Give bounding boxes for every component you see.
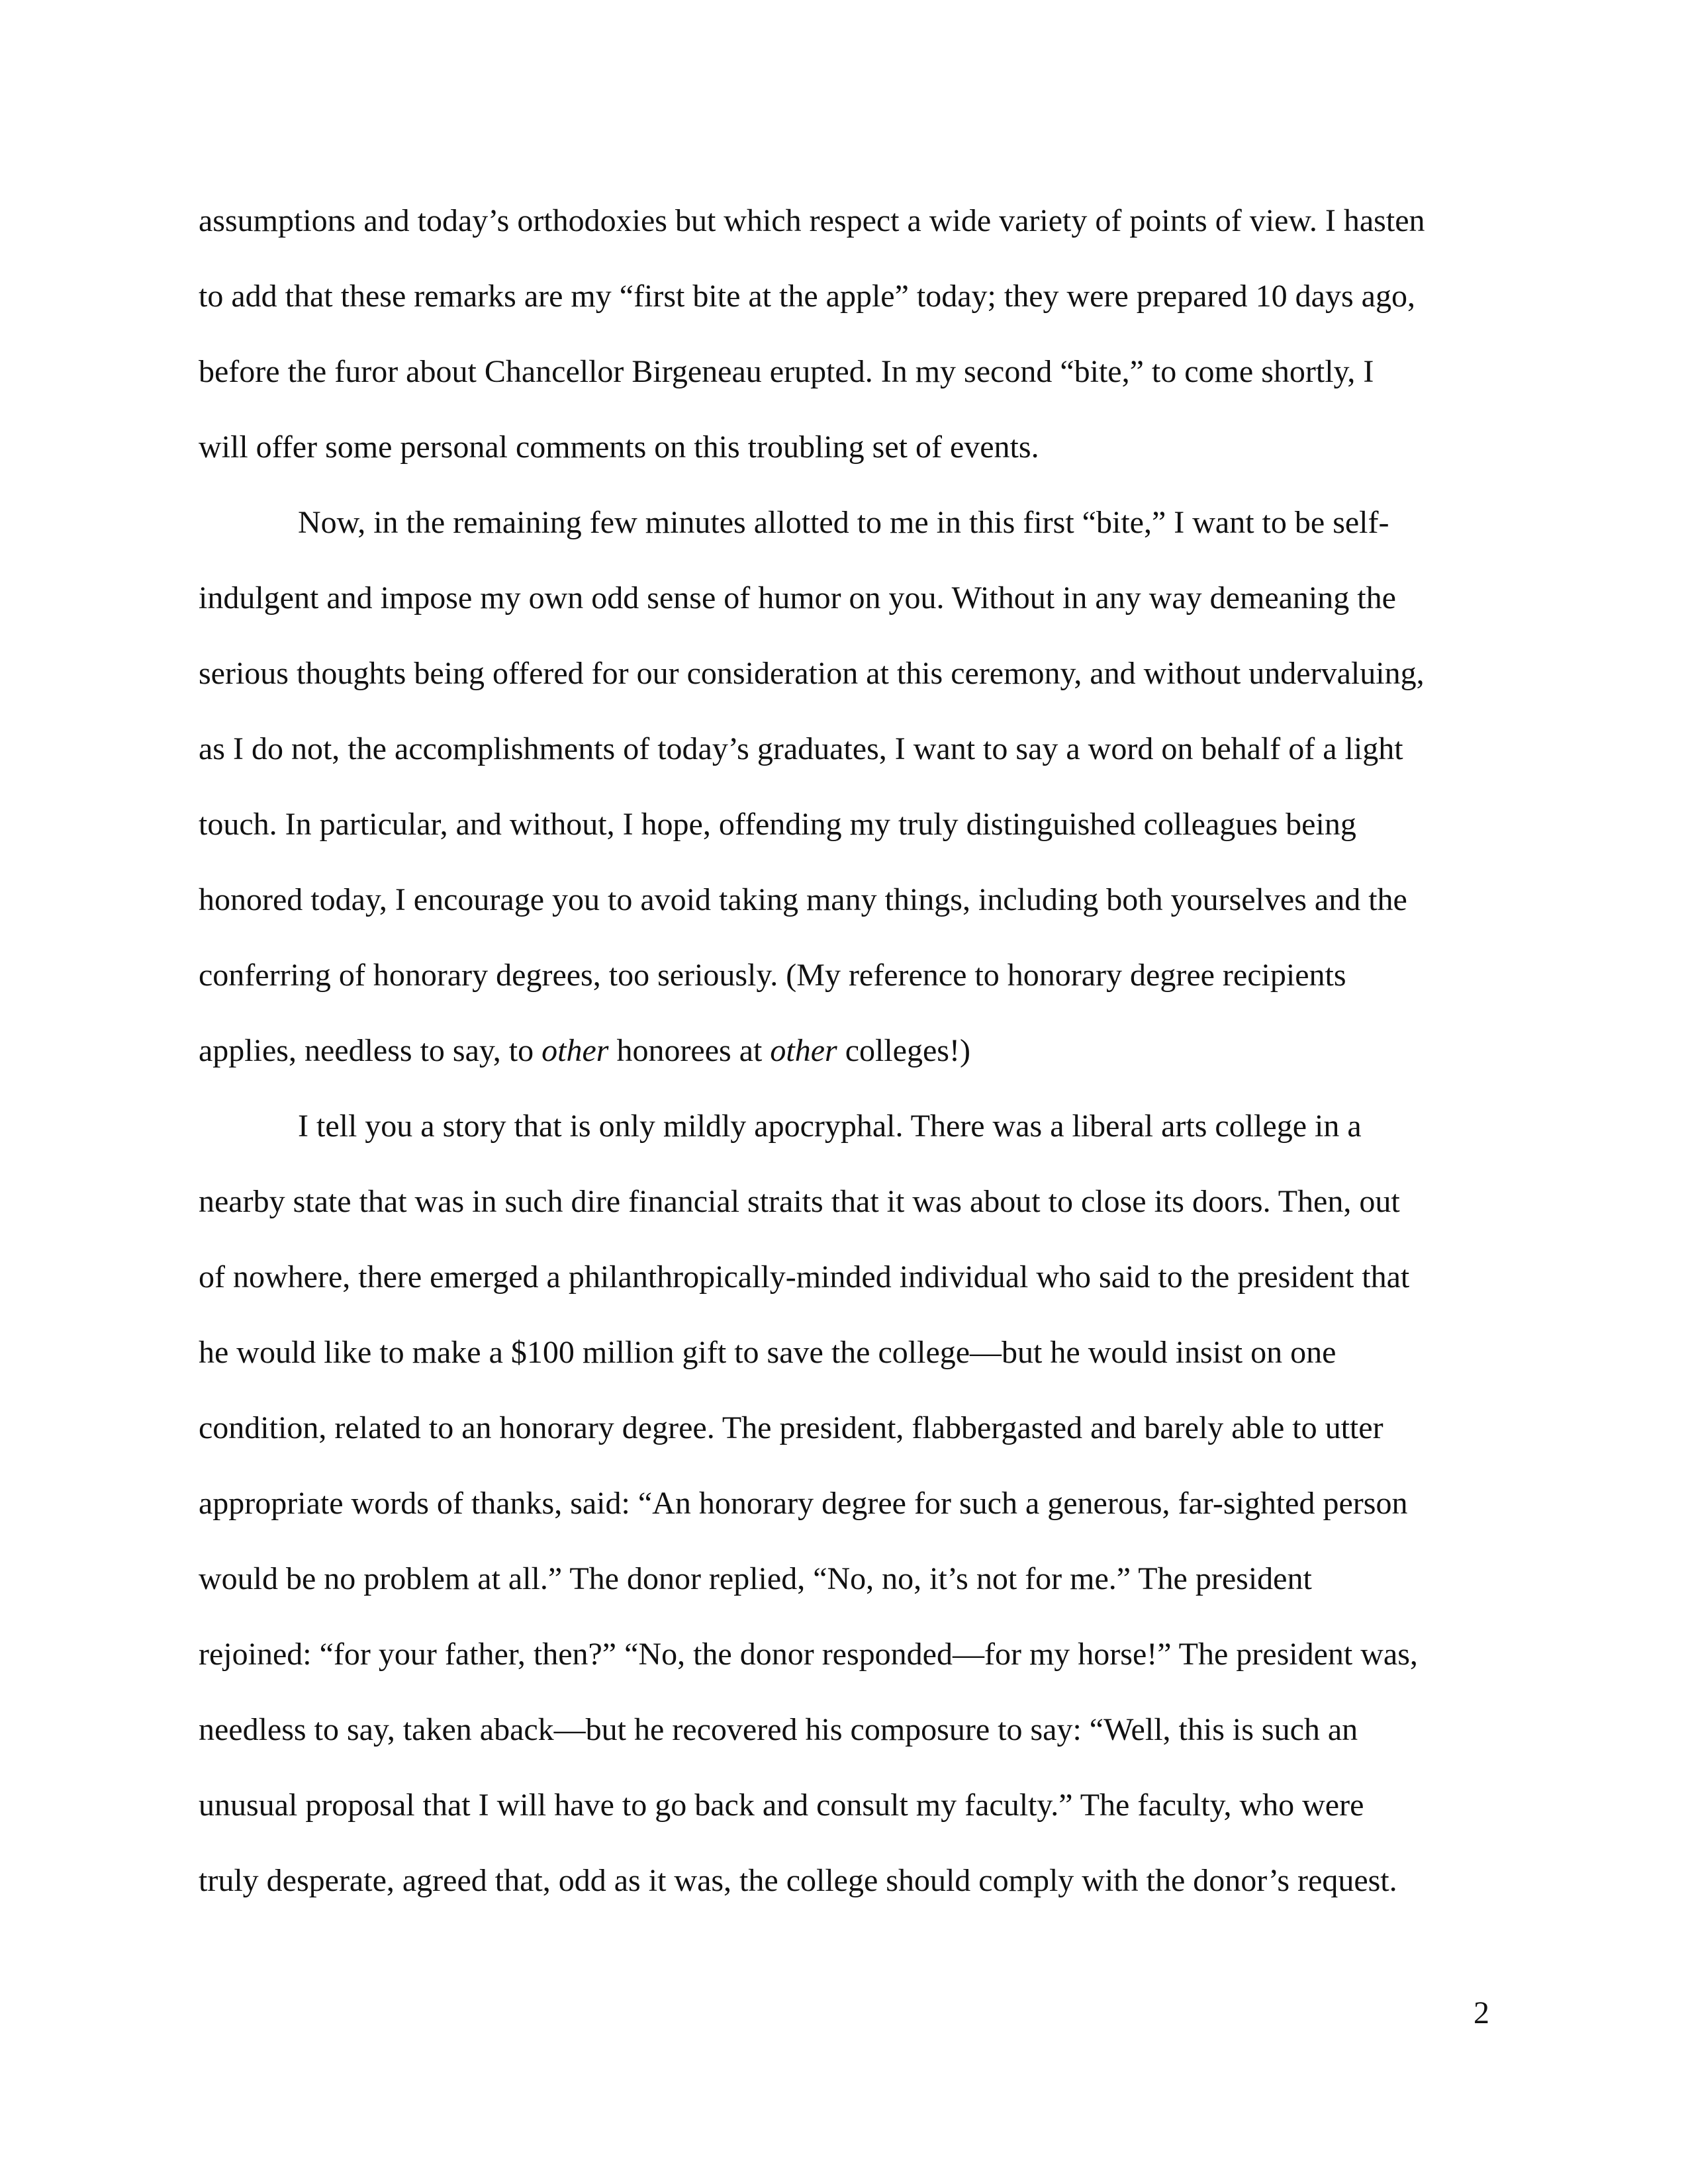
- text-line: indulgent and impose my own odd sense of humor on you. Without in any way demeaning the: [199, 580, 1396, 615]
- text-line: conferring of honorary degrees, too seriously. (My reference to honorary degree recipients: [199, 958, 1346, 993]
- text-line: honored today, I encourage you to avoid taking many things, including both yourselves and the: [199, 882, 1407, 917]
- text-line: appropriate words of thanks, said: “An honorary degree for such a generous, far-sighted person: [199, 1486, 1408, 1521]
- text-line: truly desperate, agreed that, odd as it was, the college should comply with the donor’s request.: [199, 1863, 1397, 1898]
- text-line: condition, related to an honorary degree. The president, flabbergasted and barely able to utter: [199, 1410, 1383, 1445]
- text-line: of nowhere, there emerged a philanthropically-minded individual who said to the president that: [199, 1259, 1410, 1295]
- text-line: he would like to make a $100 million gift to save the college—but he would insist on one: [199, 1335, 1336, 1370]
- text-segment: colleges!): [837, 1033, 970, 1068]
- paragraph-first-line: Now, in the remaining few minutes allotted to me in this first “bite,” I want to be self-: [298, 505, 1389, 540]
- text-line: touch. In particular, and without, I hope, offending my truly distinguished colleagues being: [199, 807, 1356, 842]
- page-number: 2: [1474, 1995, 1489, 2030]
- text-line: as I do not, the accomplishments of today’s graduates, I want to say a word on behalf of a light: [199, 731, 1403, 766]
- italic-word: other: [770, 1033, 837, 1068]
- text-segment: applies, needless to say, to: [199, 1033, 542, 1068]
- text-line: assumptions and today’s orthodoxies but which respect a wide variety of points of view. I hasten: [199, 203, 1425, 238]
- italic-word: other: [541, 1033, 609, 1068]
- text-line: before the furor about Chancellor Birgeneau erupted. In my second “bite,” to come shortly, I: [199, 354, 1374, 389]
- text-segment: honorees at: [608, 1033, 771, 1068]
- text-line: unusual proposal that I will have to go back and consult my faculty.” The faculty, who were: [199, 1788, 1364, 1823]
- paragraph-first-line: I tell you a story that is only mildly apocryphal. There was a liberal arts college in a: [298, 1109, 1362, 1144]
- text-line: rejoined: “for your father, then?” “No, the donor responded—for my horse!” The president was,: [199, 1637, 1418, 1672]
- text-line-with-italics: [199, 1031, 970, 1071]
- text-line: needless to say, taken aback—but he recovered his composure to say: “Well, this is such an: [199, 1712, 1358, 1747]
- text-line: nearby state that was in such dire financial straits that it was about to close its doors. Then, out: [199, 1184, 1400, 1219]
- text-line: would be no problem at all.” The donor replied, “No, no, it’s not for me.” The president: [199, 1561, 1312, 1596]
- text-line: serious thoughts being offered for our consideration at this ceremony, and without undervaluing,: [199, 656, 1425, 691]
- text-line: will offer some personal comments on this troubling set of events.: [199, 430, 1039, 465]
- text-line: to add that these remarks are my “first bite at the apple” today; they were prepared 10 days ago,: [199, 279, 1415, 314]
